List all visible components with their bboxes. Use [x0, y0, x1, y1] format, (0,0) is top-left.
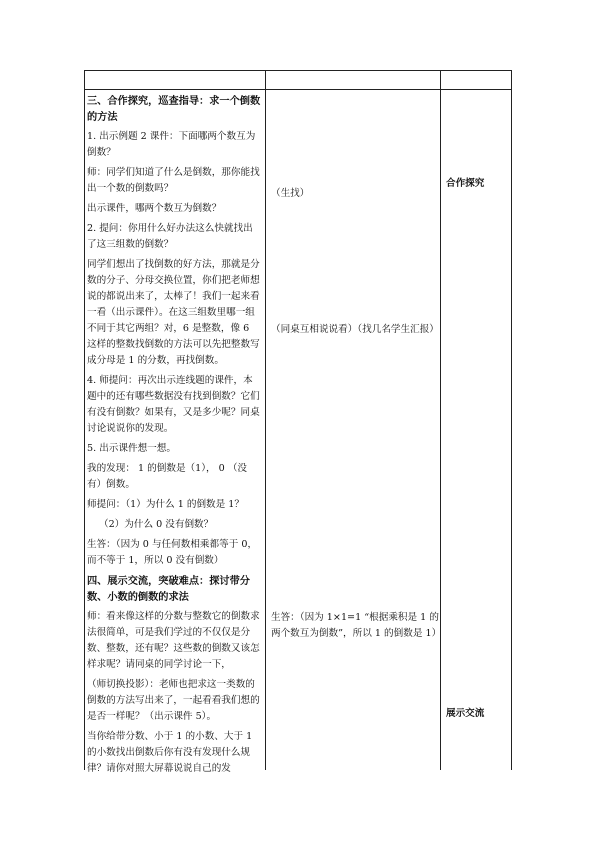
- table-left-border: [84, 70, 85, 770]
- stage-label: 合作探究: [446, 178, 485, 189]
- table-top-border: [84, 70, 512, 71]
- paragraph: 师：看来像这样的分数与整数它的倒数求法很简单，可是我们学过的不仅仅是分数、整数，还有呢？这些数的倒数又该怎样求呢？请同桌的同学讨论一下，: [87, 611, 260, 670]
- paragraph: 出示课件，哪两个数互为倒数？: [87, 203, 222, 214]
- paragraph: （师切换投影）：老师也把求这一类数的倒数的方法写出来了，一起看看我们想的是否一样呢？（出示课件 5）。: [87, 679, 260, 722]
- paragraph: 师：同学们知道了什么是倒数，那你能找出一个数的倒数吗？: [87, 167, 260, 194]
- paragraph: 同学们想出了找倒数的好方法，那就是分数的分子、分母交换位置，你们把老师想说的都说出来了，太棒了！我们一起来看一看（出示课件）。在这三组数里哪一组不同于其它两组？对，6 是整数，像 6 这样的整数找倒数的方法可以先把整数写成分母是 1 的分数，再找倒数。: [87, 259, 260, 366]
- header-row-border: [84, 89, 512, 90]
- paragraph: （2）为什么 0 没有倒数？: [99, 519, 214, 530]
- column-divider-1: [265, 70, 266, 770]
- section-heading: 三、合作探究，巡查指导：求一个倒数的方法: [87, 95, 261, 123]
- paragraph: 2. 提问：你用什么好办法这么快就找出了这三组数的倒数？: [87, 223, 253, 250]
- paragraph: 1. 出示例题 2 课件：下面哪两个数互为倒数？: [87, 131, 256, 158]
- paragraph: 我的发现： 1 的倒数是（1）， 0 （没有）倒数。: [87, 463, 248, 490]
- teacher-activity-column: [87, 93, 261, 781]
- column-divider-2: [440, 70, 441, 770]
- student-note: （同桌互相说说看）（找几名学生汇报）: [271, 324, 439, 335]
- paragraph: 生答：（因为 0 与任何数相乘都等于 0，而不等于 1，所以 0 没有倒数）: [87, 539, 258, 566]
- section-heading: 四、展示交流，突破难点：探讨带分数、小数的倒数的求法: [87, 575, 250, 603]
- student-note: （生找）: [271, 188, 310, 199]
- paragraph: 5. 出示课件想一想。: [87, 443, 176, 454]
- paragraph: 当你给带分数、小于 1 的小数、大于 1 的小数找出倒数后你有没有发现什么规律？请你对照大屏幕说说自己的发: [87, 731, 253, 774]
- paragraph: 师提问：（1）为什么 1 的倒数是 1？: [87, 499, 244, 510]
- table-right-border: [511, 70, 512, 770]
- stage-label: 展示交流: [446, 708, 485, 719]
- student-note: 生答：（因为 1×1=1 “根据乘积是 1 的两个数互为倒数”，所以 1 的倒数是 1）: [271, 612, 442, 639]
- paragraph: 4. 师提问：再次出示连线题的课件，本题中的还有哪些数据没有找到倒数？它们有没有倒数？如果有，又是多少呢？同桌讨论说说你的发现。: [87, 375, 260, 434]
